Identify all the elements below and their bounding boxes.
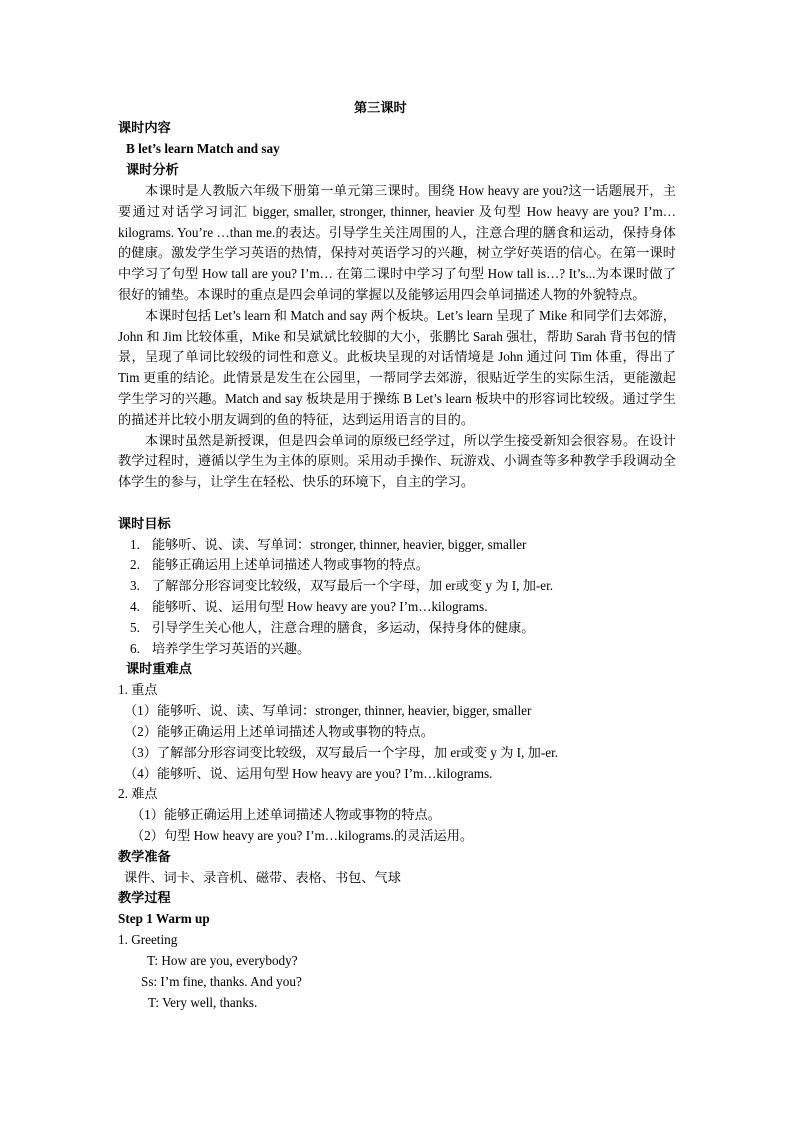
dialogue-line: T: How are you, everybody?	[147, 953, 298, 968]
analysis-paragraph: 本课时虽然是新授课，但是四会单词的原级已经学过，所以学生接受新知会很容易。在设计教学过程时，遵循以学生为主体的原则。采用动手操作、玩游戏、小调查等多种教学手段调动全体学生的参与，让学生在轻松、快乐的环境下，自主的学习。	[118, 432, 676, 490]
difficulty-item: （1）能够正确运用上述单词描述人物或事物的特点。	[131, 807, 441, 822]
goal-text: 能够听、说、读、写单词：stronger, thinner, heavier, bigger, smaller	[152, 537, 527, 552]
analysis-paragraph: 本课时包括 Let’s learn 和 Match and say 两个板块。Let’s learn 呈现了 Mike 和同学们去郊游，John 和 Jim 比较体重，Mike 和吴斌斌比较脚的大小，张鹏比 Sarah 强壮，帮助 Sarah 背书包的情景，呈现了单词比较级的词性和意义。此板块呈现的对话情境是 John 通过问 Tim 体重，得出了 Tim 更重的结论。此情景是发生在公园里，一帮同学去郊游，很贴近学生的实际生活，更能激起学生学习的兴趣。Match and say 板块是用于操练 B Let’s learn 板块中的形容词比较级。通过学生的描述并比较小朋友调到的鱼的特征，达到运用语言的目的。	[118, 307, 676, 427]
goal-text: 培养学生学习英语的兴趣。	[152, 641, 311, 656]
prep-heading: 教学准备	[118, 849, 171, 864]
dialogue-line: Ss: I’m fine, thanks. And you?	[141, 974, 302, 989]
goal-number: 1.	[130, 537, 140, 552]
greeting-label: 1. Greeting	[118, 932, 178, 947]
goal-text: 了解部分形容词变比较级，双写最后一个字母，加 er或变 y 为 I, 加-er.	[152, 578, 554, 593]
page-title: 第三课时	[354, 100, 407, 115]
analysis-paragraph: 本课时是人教版六年级下册第一单元第三课时。围绕 How heavy are you?这一话题展开，主要通过对话学习词汇 bigger, smaller, stronger, thinner, heavier 及句型 How heavy are you? I’m…kilograms. You’re …than me.的表达。引导学生关注周围的人，注意合理的膳食和运动，保持身体的健康。激发学生学习英语的热情，保持对英语学习的兴趣，树立学好英语的信心。在第一课时中学习了句型 How tall are you? I’m… 在第二课时中学习了句型 How tall is…? It’s...为本课时做了很好的铺垫。本课时的重点是四会单词的掌握以及能够运用四会单词描述人物的外貌特点。	[118, 183, 676, 302]
difficulty-item: （2）句型 How heavy are you? I’m…kilograms.的灵活运用。	[131, 828, 474, 843]
keypoints-heading: 课时重难点	[126, 661, 192, 676]
focus-label: 1. 重点	[118, 682, 158, 697]
goals-heading: 课时目标	[118, 516, 171, 531]
focus-item: （1）能够听、说、读、写单词：stronger, thinner, heavier, bigger, smaller	[124, 703, 532, 718]
prep-text: 课件、词卡、录音机、磁带、表格、书包、气球	[124, 870, 401, 885]
content-text: B let’s learn Match and say	[126, 141, 280, 156]
goal-number: 6.	[130, 641, 140, 656]
goal-number: 5.	[130, 620, 140, 635]
analysis-body	[118, 181, 676, 493]
goal-number: 3.	[130, 578, 140, 593]
focus-item: （2）能够正确运用上述单词描述人物或事物的特点。	[124, 724, 434, 739]
goal-text: 能够听、说、运用句型 How heavy are you? I’m…kilograms.	[152, 599, 488, 614]
step1-heading: Step 1 Warm up	[118, 911, 210, 926]
analysis-heading: 课时分析	[126, 162, 179, 177]
focus-item: （4）能够听、说、运用句型 How heavy are you? I’m…kilograms.	[124, 766, 493, 781]
focus-item: （3）了解部分形容词变比较级，双写最后一个字母，加 er或变 y 为 I, 加-er.	[124, 745, 559, 760]
process-heading: 教学过程	[118, 890, 171, 905]
goal-text: 能够正确运用上述单词描述人物或事物的特点。	[152, 557, 429, 572]
dialogue-line: T: Very well, thanks.	[148, 995, 258, 1010]
goal-text: 引导学生关心他人，注意合理的膳食，多运动，保持身体的健康。	[152, 620, 535, 635]
content-heading: 课时内容	[118, 120, 171, 135]
goal-number: 2.	[130, 557, 140, 572]
goal-number: 4.	[130, 599, 140, 614]
difficulty-label: 2. 难点	[118, 786, 158, 801]
